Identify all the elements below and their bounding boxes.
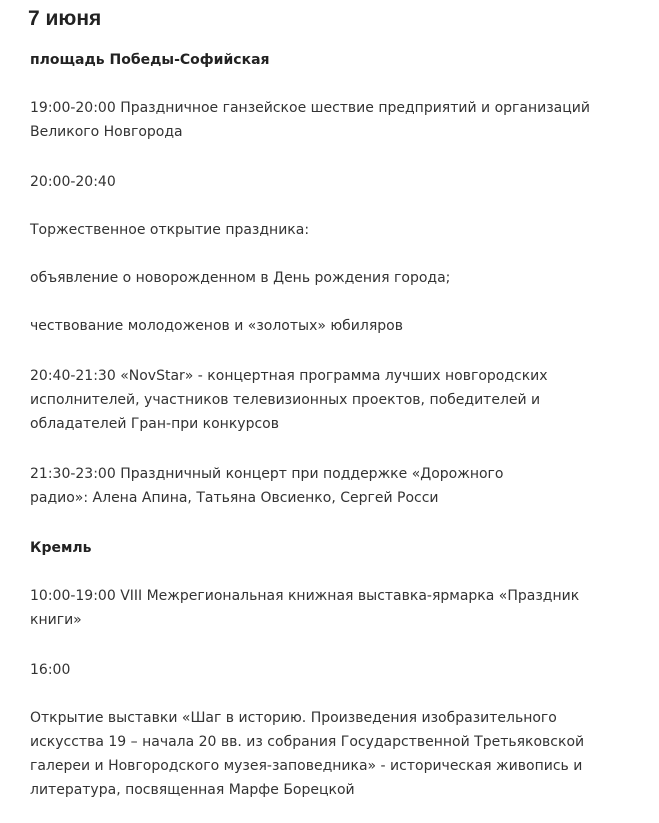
schedule-line: литература, посвященная Марфе Борецкой	[30, 782, 355, 798]
schedule-line: 20:40-21:30 «NovStar» - концертная программа лучших новгородских	[30, 368, 548, 384]
schedule-line: 10:00-19:00 VIII Межрегиональная книжная выставка-ярмарка «Праздник	[30, 588, 580, 604]
schedule-line: Торжественное открытие праздника:	[30, 222, 310, 238]
schedule-item	[30, 218, 640, 242]
schedule-item	[30, 266, 640, 290]
schedule-item	[30, 96, 640, 144]
schedule-item	[30, 364, 640, 436]
schedule-line: 16:00	[30, 662, 71, 678]
schedule-line: Открытие выставки «Шаг в историю. Произведения изобразительного	[30, 710, 557, 726]
schedule-item	[30, 314, 640, 338]
venue-heading-pobedy: площадь Победы-Софийская	[30, 52, 270, 68]
schedule-line: объявление о новорожденном в День рождения города;	[30, 270, 451, 286]
schedule-line: исполнителей, участников телевизионных проектов, победителей и	[30, 392, 541, 408]
schedule-line: 20:00-20:40	[30, 174, 116, 190]
schedule-line: искусства 19 – начала 20 вв. из собрания Государственной Третьяковской	[30, 734, 585, 750]
schedule-item	[30, 462, 640, 510]
schedule-line: радио»: Алена Апина, Татьяна Овсиенко, Сергей Росси	[30, 490, 439, 506]
schedule-item	[30, 584, 640, 632]
schedule-line: 19:00-20:00 Праздничное ганзейское шествие предприятий и организаций	[30, 100, 590, 116]
schedule-line: книги»	[30, 612, 82, 628]
schedule-line: 21:30-23:00 Праздничный концерт при поддержке «Дорожного	[30, 466, 504, 482]
schedule-line: чествование молодоженов и «золотых» юбиляров	[30, 318, 403, 334]
schedule-line: обладателей Гран-при конкурсов	[30, 416, 279, 432]
venue-heading-kreml: Кремль	[30, 540, 92, 556]
schedule-line: Великого Новгорода	[30, 124, 183, 140]
schedule-item	[30, 706, 640, 802]
schedule-item	[30, 658, 640, 682]
schedule-item	[30, 170, 640, 194]
schedule-line: галереи и Новгородского музея-заповедника» - историческая живопись и	[30, 758, 583, 774]
date-heading: 7 июня	[28, 7, 102, 30]
